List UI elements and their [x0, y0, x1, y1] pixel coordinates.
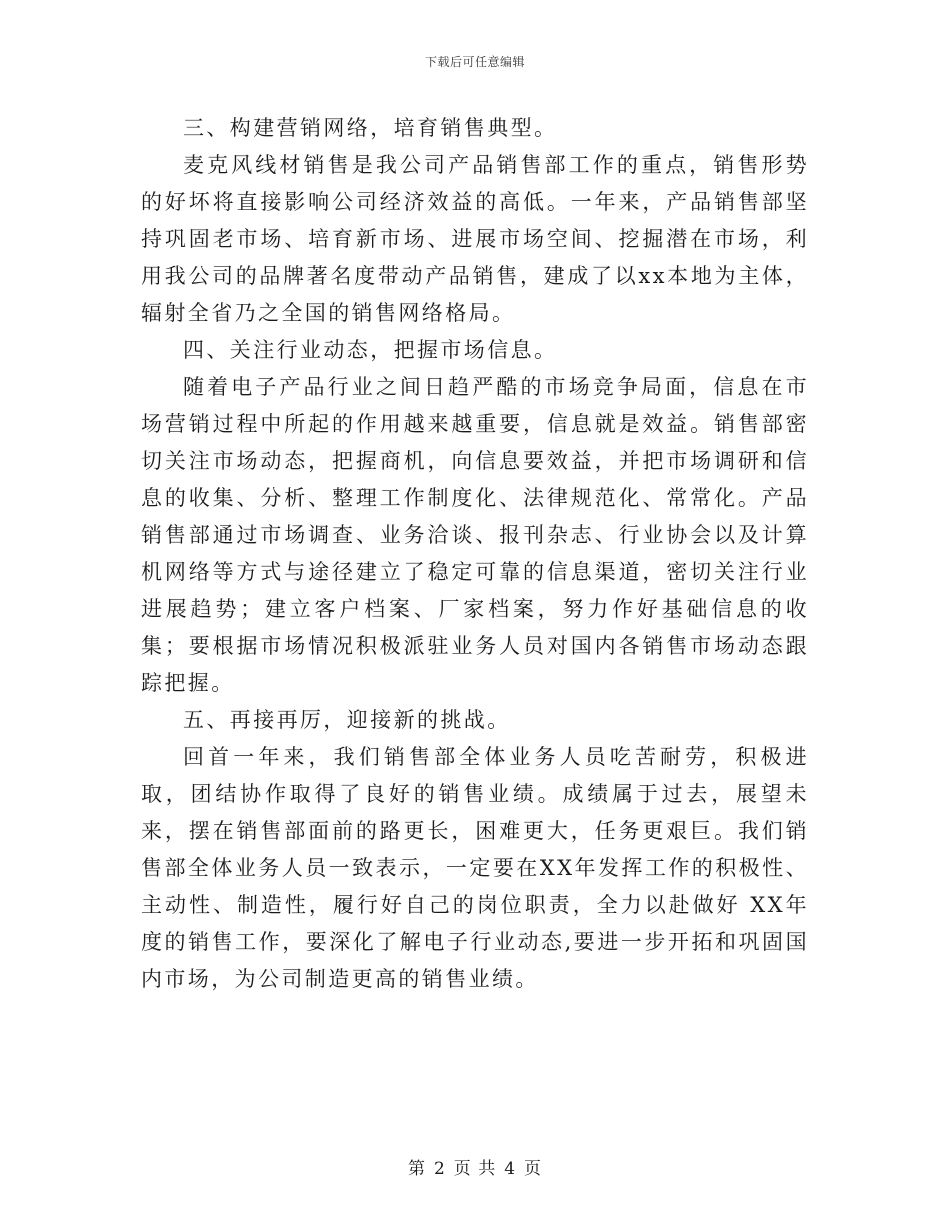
section-5-paragraph: 回首一年来，我们销售部全体业务人员吃苦耐劳，积极进取，团结协作取得了良好的销售业绩。成绩属于过去，展望未来，摆在销售部面前的路更长，困难更大，任务更艰巨。我们销售部全体业务人员一致表示，一定要在XX年发挥工作的积极性、主动性、制造性，履行好自己的岗位职责，全力以赴做好 XX年度的销售工作，要深化了解电子行业动态,要进一步开拓和巩固国内市场，为公司制造更高的销售业绩。	[141, 745, 809, 991]
page-footer	[0, 1154, 950, 1179]
section-3-paragraph: 麦克风线材销售是我公司产品销售部工作的重点，销售形势的好坏将直接影响公司经济效益的高低。一年来，产品销售部坚持巩固老市场、培育新市场、进展市场空间、挖掘潜在市场，利用我公司的品牌著名度带动产品销售，建成了以xx本地为主体，辐射全省乃之全国的销售网络格局。	[141, 153, 809, 325]
footer-middle: 页 共	[453, 1159, 497, 1179]
section-4-paragraph: 随着电子产品行业之间日趋严酷的市场竞争局面，信息在市场营销过程中所起的作用越来越重要，信息就是效益。销售部密切关注市场动态，把握商机，向信息要效益，并把市场调研和信息的收集、分析、整理工作制度化、法律规范化、常常化。产品销售部通过市场调查、业务洽谈、报刊杂志、行业协会以及计算机网络等方式与途径建立了稳定可靠的信息渠道，密切关注行业进展趋势；建立客户档案、厂家档案，努力作好基础信息的收集；要根据市场情况积极派驻业务人员对国内各销售市场动态跟踪把握。	[141, 375, 809, 695]
footer-prefix: 第	[407, 1159, 426, 1179]
section-4-heading: 四、关注行业动态，把握市场信息。	[183, 338, 558, 362]
document-body	[141, 110, 809, 998]
section-3-heading: 三、构建营销网络，培育销售典型。	[183, 116, 558, 140]
footer-suffix: 页	[524, 1159, 543, 1179]
section-5-heading: 五、再接再厉，迎接新的挑战。	[183, 708, 511, 732]
total-page-count: 4	[504, 1159, 517, 1179]
current-page-number: 2	[433, 1159, 446, 1179]
page-header: 下载后可任意编辑	[424, 55, 525, 69]
